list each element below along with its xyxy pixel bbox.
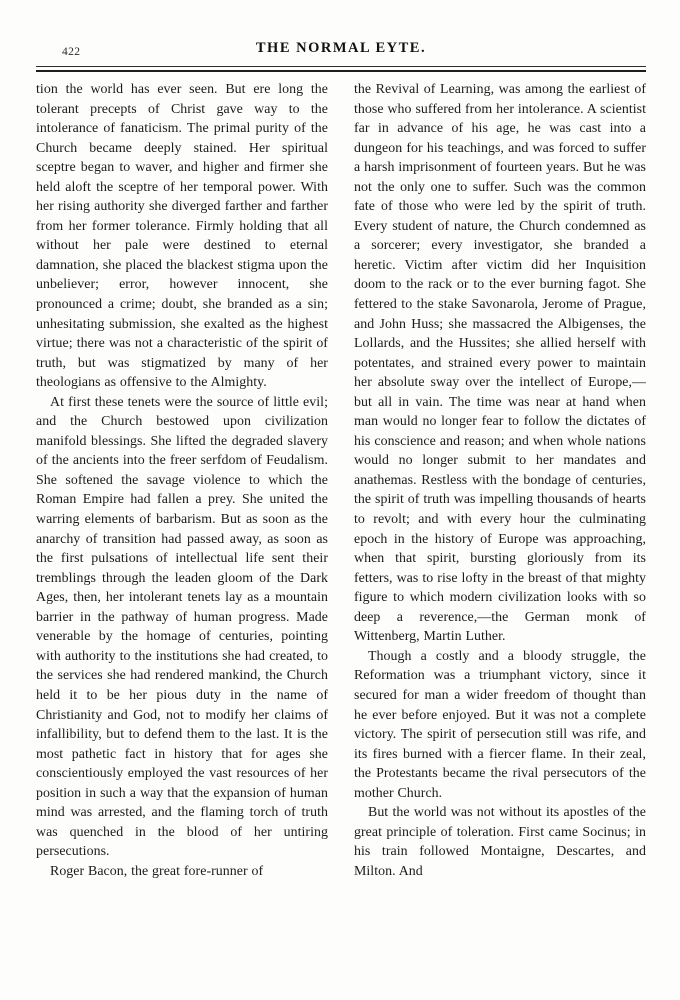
page-number: 422 (62, 46, 81, 58)
running-title: THE NORMAL EYTE. (255, 40, 427, 56)
column-right (354, 80, 646, 881)
paragraph: Roger Bacon, the great fore-runner of (50, 863, 264, 879)
paragraph: the Revival of Learning, was among the earliest of those who suffered from her intolerance. A scientist far in advance of his age, he was cast into a dungeon for his teachings, and was forced to suffer a harsh imprisonment of fourteen years. But he was not the only one to suffer. Such was the common fate of those who were led by the spirit of truth. Every student of nature, the Church condemned as a sorcerer; every investigator, she branded a heretic. Victim after victim did her Inquisition doom to the rack or to the ever burning fagot. She fettered to the stake Savonarola, Jerome of Prague, and John Huss; she massacred the Albigenses, the Lollards, and the Hussites; she allied herself with potentates, and strained every power to maintain her absolute sway over the intellect of Europe,—but all in vain. The time was near at hand when man would no longer fear to follow the dictates of his conscience and reason; and when whole nations would no longer submit to her mandates and anathemas. Restless with the bondage of centuries, the spirit of truth was impelling thousands of hearts to revolt; and with every hour the culminating epoch in the history of Europe was approaching, when that spirit, bursting gloriously from its fetters, was to rise lofty in the breast of that mighty figure to which modern civilization looks with so deep a reverence,—the German monk of Wittenberg, Martin Luther. (354, 82, 646, 645)
paragraph: But the world was not without its apostles of the great principle of toleration. First came Socinus; in his train followed Montaigne, Descartes, and Milton. And (354, 805, 646, 879)
header-rule-thick (36, 70, 646, 72)
paragraph: tion the world has ever seen. But ere long the tolerant precepts of Christ gave way to the intolerance of fanaticism. The primal purity of the Church became deeply stained. Her spiritual sceptre began to waver, and higher and firmer she held aloft the sceptre of her temporal power. With her rising authority she diverged farther and farther from her former tolerance. Firmly holding that all without her pale were destined to eternal damnation, she placed the blackest stigma upon the unbeliever; error, however innocent, she pronounced a crime; doubt, she branded as a sin; unhesitating submission, she exalted as the highest virtue; there was not a characteristic of the spirit of truth, but was stigmatized by many of her theologians as offensive to the Almighty. (36, 82, 328, 391)
header-rules (36, 66, 646, 72)
page-header (36, 40, 646, 64)
paragraph: Though a costly and a bloody struggle, the Reformation was a triumphant victory, since it secured for man a wider freedom of thought than he ever before enjoyed. But it was not a complete victory. The spirit of persecution still was rife, and its fires burned with a fiercer flame. In their zeal, the Protestants became the rival persecutors of the mother Church. (354, 648, 646, 801)
paragraph: At first these tenets were the source of little evil; and the Church bestowed upon civilization manifold blessings. She lifted the degraded slavery of the ancients into the freer serfdom of Feudalism. She softened the savage violence to which the Roman Empire had fallen a prey. She united the warring elements of barbarism. But as soon as the anarchy of transition had passed away, as soon as the first pulsations of intellectual life sent their tremblings through the leaden gloom of the Dark Ages, then, her intolerant tenets lay as a mountain barrier in the pathway of human progress. Made venerable by the homage of centuries, pointing with authority to the institutions she had created, to the services she had rendered mankind, the Church held it to be her pious duty in the name of Christianity and God, not to modify her claims of infallibility, but to defend them to the last. It is the most pathetic fact in history that for ages she conscientiously employed the vast resources of her position in such a way that the expansion of human mind was arrested, and the flaming torch of truth was quenched in the blood of her untiring persecutions. (36, 394, 328, 860)
column-container (36, 80, 646, 881)
column-left (36, 80, 328, 881)
